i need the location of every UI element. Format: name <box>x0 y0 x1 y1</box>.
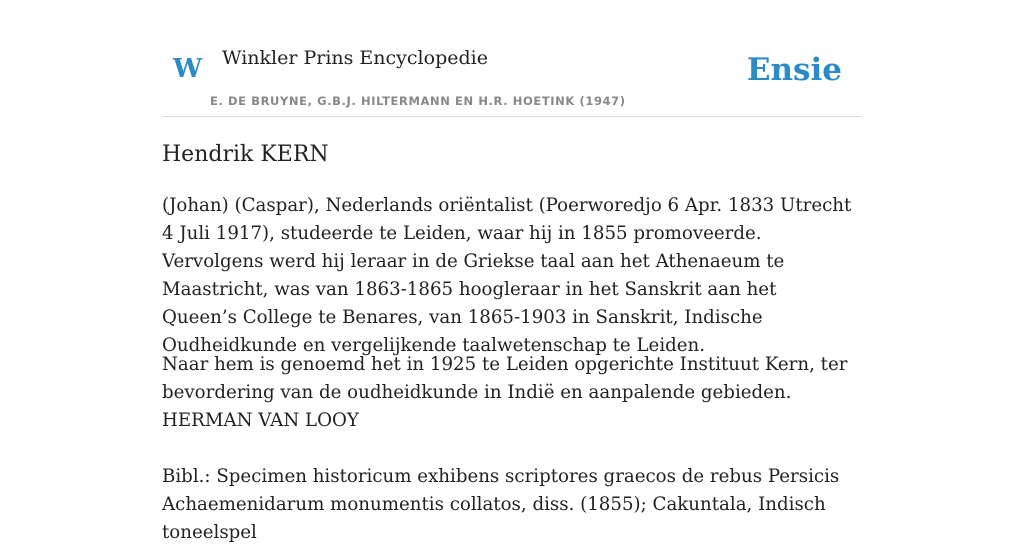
source-authors: E. DE BRUYNE, G.B.J. HILTERMANN EN H.R. HOETINK (1947) <box>210 94 626 108</box>
source-logo-icon[interactable]: W <box>173 54 203 84</box>
source-title[interactable]: Winkler Prins Encyclopedie <box>222 47 488 69</box>
article-paragraph-1: (Johan) (Caspar), Nederlands oriëntalist (Poerworedjo 6 Apr. 1833 Utrecht 4 Juli 1917), studeerde te Leiden, waar hij in 1855 promoveerde. Vervolgens werd hij leraar in de Griekse taal aan het Athenaeum te Maastricht, was van 1863-1865 hoogleraar in het Sanskrit aan het Queen’s College te Benares, van 1865-1903 in Sanskrit, Indische Oudheidkunde en vergelijkende taalwetenschap te Leiden. <box>162 195 852 356</box>
brand-logo[interactable]: Ensie <box>746 52 842 88</box>
page <box>162 0 862 543</box>
article-paragraph-2: Naar hem is genoemd het in 1925 te Leiden opgerichte Instituut Kern, ter bevordering van de oudheidkunde in Indië en aanpalende gebieden. HERMAN VAN LOOY <box>162 354 848 431</box>
site-header <box>162 0 862 117</box>
article-title: Hendrik KERN <box>162 142 329 167</box>
article-bibliography: Bibl.: Specimen historicum exhibens scriptores graecos de rebus Persicis Achaemenidarum monumentis collatos, diss. (1855); Cakuntala, Indisch toneelspel <box>162 466 840 543</box>
